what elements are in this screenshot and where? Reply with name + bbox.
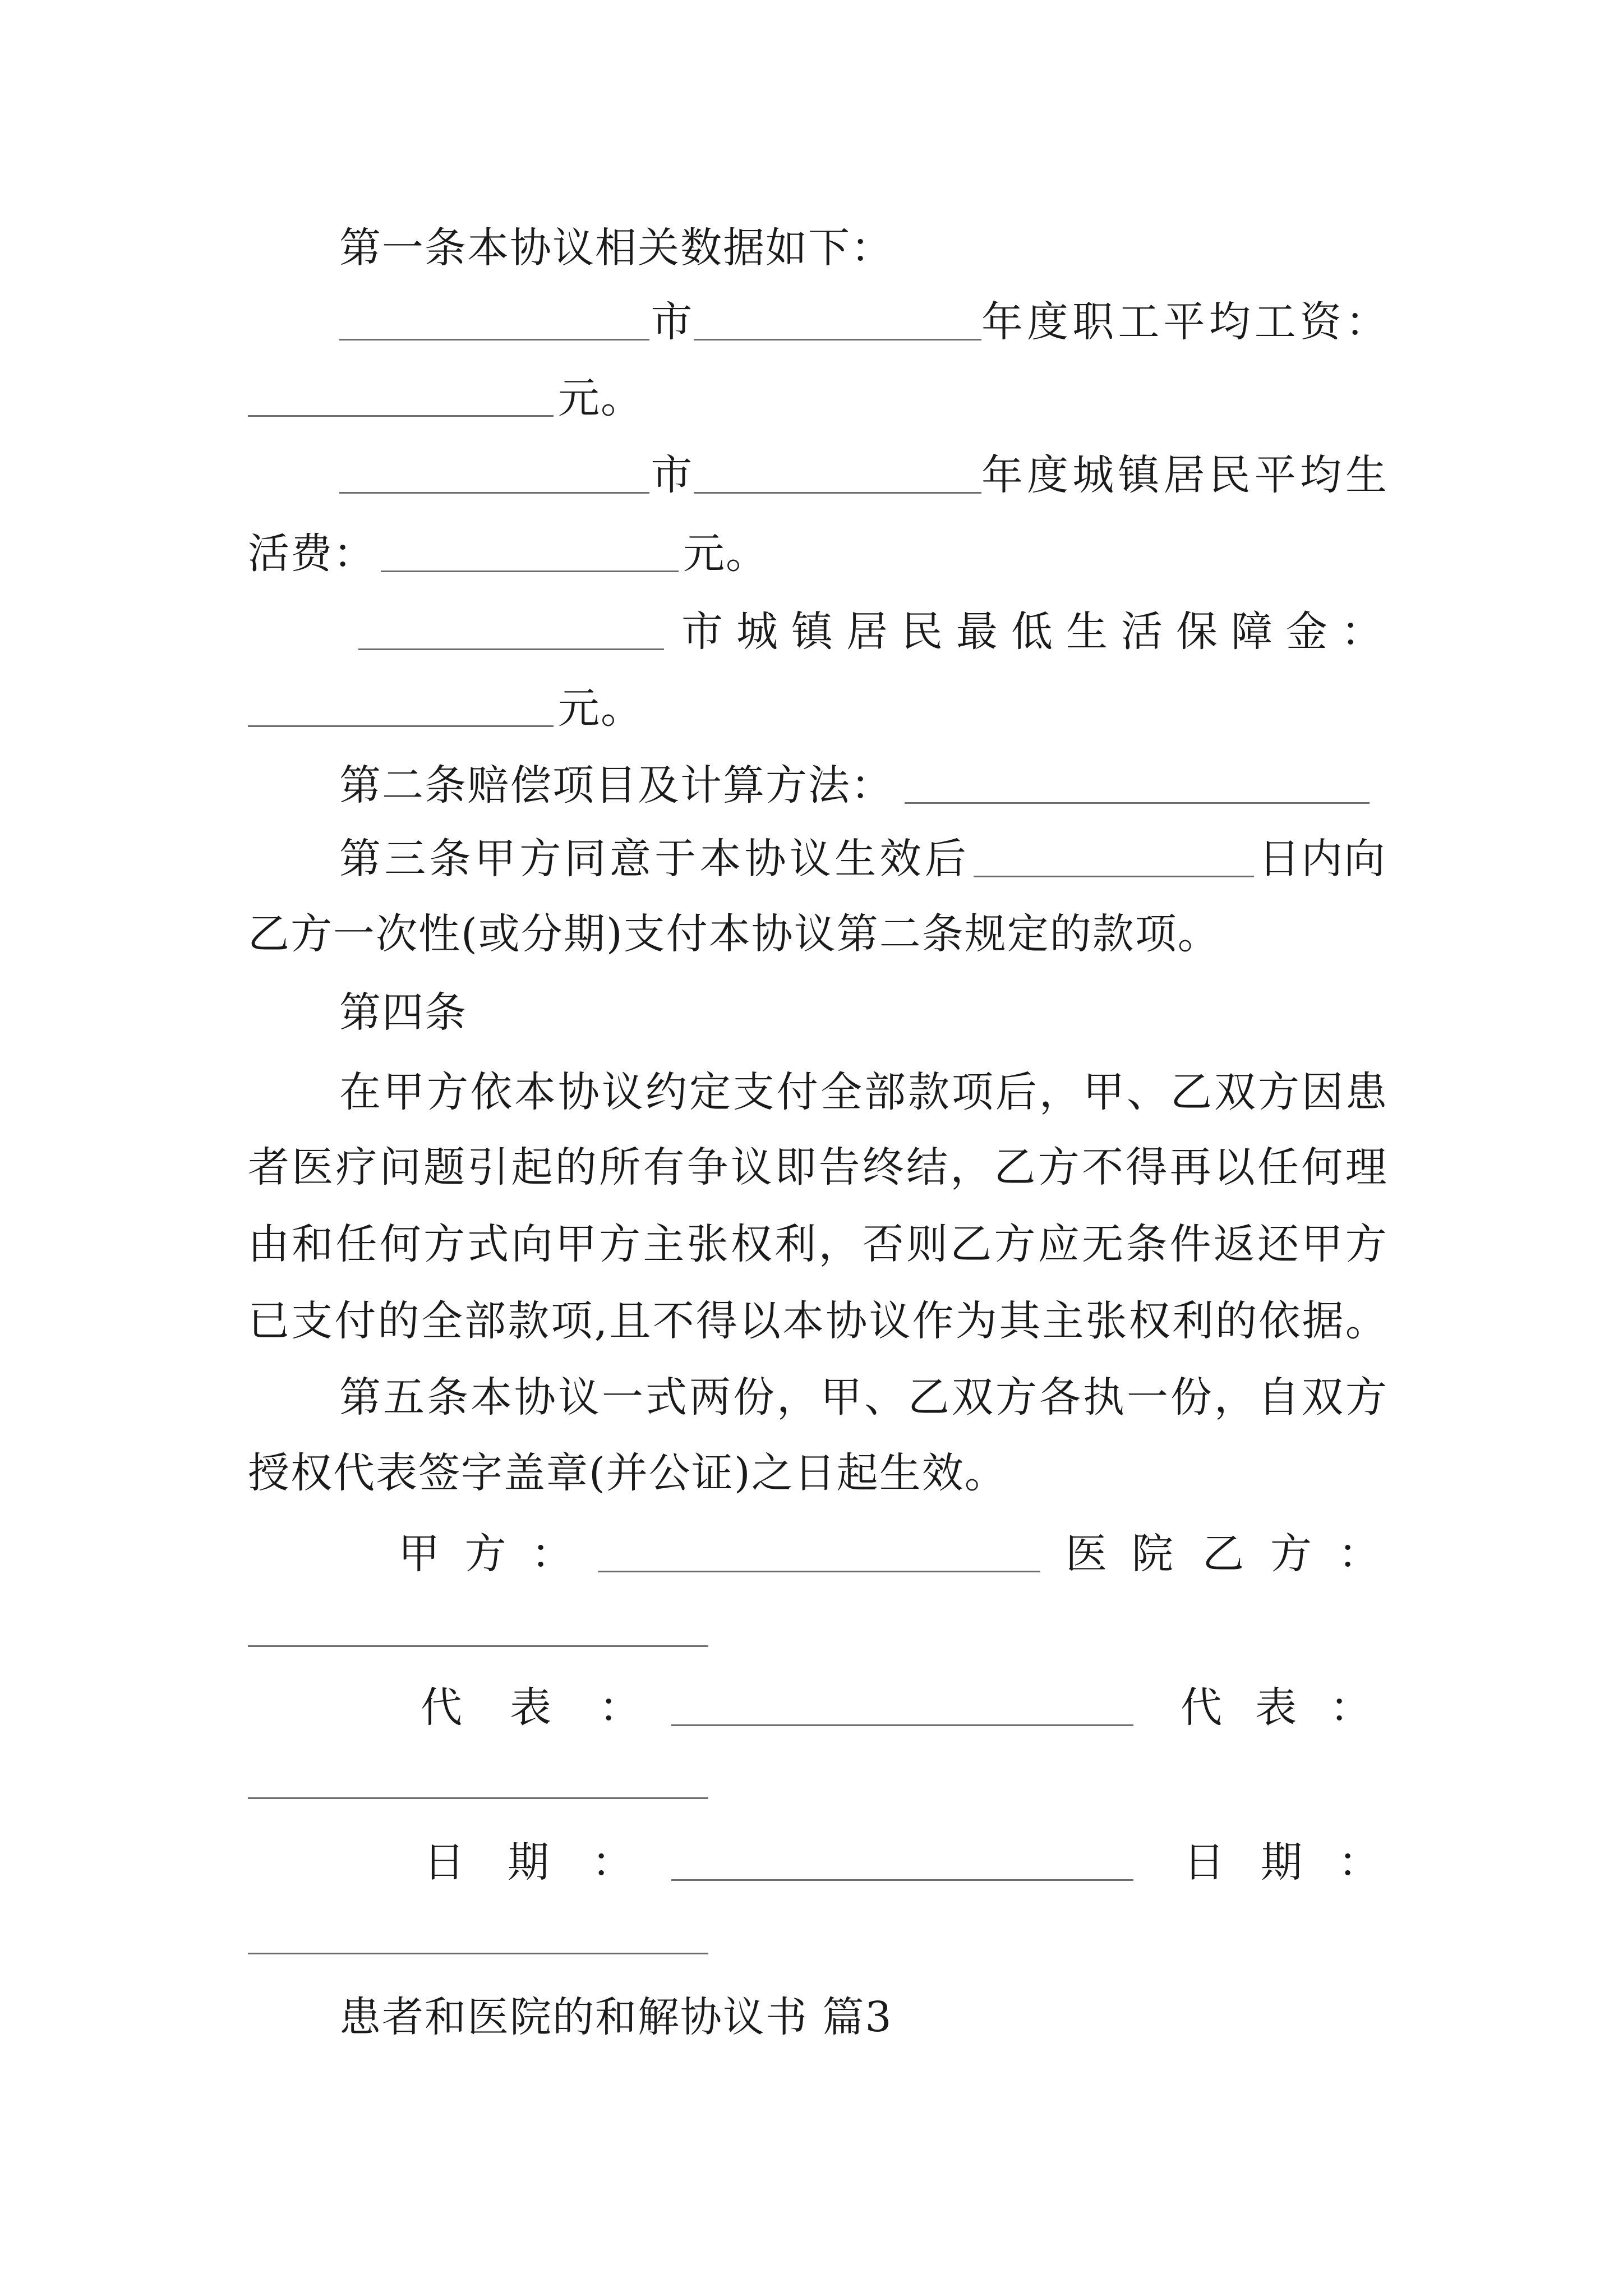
glyph: 代 xyxy=(1181,1683,1222,1732)
glyph: 何 xyxy=(1301,1143,1343,1191)
glyph: 全 xyxy=(820,1068,862,1116)
glyph: 年 xyxy=(981,298,1023,346)
glyph: 城 xyxy=(1072,451,1114,499)
glyph: 低 xyxy=(1011,608,1053,656)
glyph: 式 xyxy=(467,1220,509,1268)
glyph: 日 xyxy=(423,1838,465,1887)
glyph: 于 xyxy=(654,835,697,883)
glyph: 表 xyxy=(1255,1683,1297,1732)
glyph: 甲 xyxy=(383,1068,425,1116)
glyph: 医 xyxy=(292,1143,334,1191)
glyph: 向 xyxy=(511,1220,553,1268)
glyph: 议 xyxy=(558,1373,600,1421)
glyph: 本 xyxy=(514,1068,556,1116)
glyph: 有 xyxy=(643,1143,685,1191)
glyph: 后 xyxy=(924,835,966,883)
glyph: ： xyxy=(1345,298,1387,346)
glyph: 方 xyxy=(599,1220,641,1268)
glyph: 、 xyxy=(1127,1068,1168,1116)
glyph: 依 xyxy=(1258,1297,1301,1345)
glyph: 镇 xyxy=(1118,451,1160,499)
glyph: 份 xyxy=(733,1373,774,1421)
unit-label: 元。 xyxy=(558,374,643,422)
glyph: 支 xyxy=(733,1068,774,1116)
glyph: 年 xyxy=(981,451,1023,499)
glyph: 主 xyxy=(1042,1297,1084,1345)
glyph: 的 xyxy=(1215,1297,1257,1345)
glyph: 即 xyxy=(774,1143,817,1191)
glyph: 方 xyxy=(1258,1068,1299,1116)
glyph: ： xyxy=(599,1683,640,1732)
glyph: 表 xyxy=(510,1683,551,1732)
glyph: 均 xyxy=(1209,298,1251,346)
glyph: 民 xyxy=(1209,451,1251,499)
glyph: 张 xyxy=(1085,1297,1127,1345)
glyph: 张 xyxy=(686,1220,728,1268)
glyph: 本 xyxy=(699,835,741,883)
glyph: 保 xyxy=(1176,608,1218,656)
party-b-date-label xyxy=(1183,1837,1380,1888)
glyph: 议 xyxy=(730,1143,772,1191)
glyph: 生 xyxy=(1345,451,1387,499)
blank-line xyxy=(694,492,981,494)
glyph: 第 xyxy=(339,835,381,883)
glyph: 定 xyxy=(689,1068,731,1116)
blank-line xyxy=(339,339,649,341)
article-5-line xyxy=(339,1372,1387,1423)
blank-line xyxy=(694,339,981,341)
glyph: 镇 xyxy=(791,608,833,656)
blank-line xyxy=(248,725,554,727)
glyph: 支 xyxy=(291,1297,333,1345)
glyph: 的 xyxy=(555,1143,597,1191)
glyph: 甲 xyxy=(1083,1068,1124,1116)
avg-wage-label xyxy=(981,297,1387,347)
glyph: 一 xyxy=(602,1373,643,1421)
glyph: 效 xyxy=(879,835,921,883)
glyph: 度 xyxy=(1027,298,1069,346)
glyph: 三 xyxy=(384,835,426,883)
glyph: 款 xyxy=(908,1068,949,1116)
glyph: 甲 xyxy=(820,1373,862,1421)
glyph: 意 xyxy=(609,835,651,883)
glyph: 还 xyxy=(1257,1220,1299,1268)
glyph: 方 xyxy=(994,1220,1036,1268)
glyph: ： xyxy=(1338,1838,1380,1887)
article-3-text-line2: 乙方一次性(或分期)支付本协议第二条规定的款项。 xyxy=(248,910,1220,958)
city-label: 市 xyxy=(651,298,693,346)
glyph: 乙 xyxy=(1202,1530,1244,1578)
blank-line xyxy=(248,1797,708,1799)
glyph: 式 xyxy=(645,1373,687,1421)
glyph: 作 xyxy=(912,1297,954,1345)
article-3-text xyxy=(339,834,966,884)
city-label: 市 xyxy=(651,451,693,499)
glyph: 医 xyxy=(1066,1530,1107,1578)
glyph: 权 xyxy=(730,1220,772,1268)
glyph: 不 xyxy=(652,1297,694,1345)
glyph: 条 xyxy=(429,835,471,883)
glyph: 项 xyxy=(551,1297,593,1345)
glyph: 患 xyxy=(1345,1068,1387,1116)
glyph: 因 xyxy=(1302,1068,1343,1116)
glyph: 均 xyxy=(1299,451,1341,499)
glyph: 平 xyxy=(1163,298,1205,346)
glyph: 依 xyxy=(471,1068,512,1116)
glyph: 条 xyxy=(1126,1220,1168,1268)
glyph: 甲 xyxy=(555,1220,597,1268)
glyph: 期 xyxy=(1261,1838,1302,1887)
glyph: 返 xyxy=(1213,1220,1255,1268)
glyph: 职 xyxy=(1072,298,1114,346)
glyph: 方 xyxy=(423,1220,465,1268)
glyph: 应 xyxy=(1038,1220,1080,1268)
glyph: 协 xyxy=(514,1373,556,1421)
blank-line xyxy=(339,492,649,494)
blank-line xyxy=(248,1953,708,1954)
glyph: 、 xyxy=(864,1373,906,1421)
glyph: 者 xyxy=(248,1143,289,1191)
glyph: 甲 xyxy=(1301,1220,1343,1268)
blank-line xyxy=(905,802,1370,804)
glyph: 双 xyxy=(1302,1373,1343,1421)
article-4-line xyxy=(248,1219,1387,1269)
avg-living-cost-label xyxy=(981,450,1387,500)
glyph: 第 xyxy=(339,1373,381,1421)
glyph: 代 xyxy=(421,1683,462,1732)
glyph: ， xyxy=(950,1143,992,1191)
party-a-rep-label xyxy=(421,1682,640,1733)
glyph: ， xyxy=(777,1373,818,1421)
glyph: 否 xyxy=(862,1220,904,1268)
glyph: 权 xyxy=(1128,1297,1170,1345)
glyph: 题 xyxy=(423,1143,465,1191)
glyph: 方 xyxy=(1345,1220,1387,1268)
blank-line xyxy=(381,570,679,572)
glyph: 度 xyxy=(1027,451,1069,499)
glyph: 款 xyxy=(508,1297,550,1345)
glyph: 议 xyxy=(602,1068,643,1116)
glyph: 主 xyxy=(643,1220,685,1268)
party-a-label xyxy=(398,1529,573,1579)
glyph: 任 xyxy=(335,1220,377,1268)
glyph: 资 xyxy=(1299,298,1341,346)
hospital-suffix xyxy=(1066,1529,1173,1579)
glyph: 同 xyxy=(564,835,606,883)
glyph: 市 xyxy=(681,608,723,656)
glyph: 生 xyxy=(1066,608,1108,656)
glyph: 一 xyxy=(1127,1373,1168,1421)
glyph: ， xyxy=(1214,1373,1256,1421)
glyph: 的 xyxy=(377,1297,419,1345)
glyph: 任 xyxy=(1257,1143,1299,1191)
glyph: 。 xyxy=(1345,1297,1387,1345)
glyph: 条 xyxy=(427,1373,468,1421)
glyph: ， xyxy=(1039,1068,1081,1116)
glyph: 以 xyxy=(1213,1143,1255,1191)
glyph: 双 xyxy=(1214,1068,1256,1116)
glyph: ： xyxy=(1330,1683,1371,1732)
glyph: 五 xyxy=(383,1373,425,1421)
glyph: ： xyxy=(531,1530,573,1578)
glyph: 利 xyxy=(1172,1297,1214,1345)
glyph: 和 xyxy=(292,1220,334,1268)
glyph: 金 xyxy=(1286,608,1327,656)
glyph: 生 xyxy=(834,835,877,883)
article-4-line xyxy=(248,1142,1387,1193)
glyph: 付 xyxy=(334,1297,376,1345)
glyph: 问 xyxy=(379,1143,421,1191)
glyph: 何 xyxy=(379,1220,421,1268)
glyph: 件 xyxy=(1169,1220,1211,1268)
blank-line xyxy=(671,1879,1133,1881)
glyph: 自 xyxy=(1258,1373,1299,1421)
glyph: 起 xyxy=(511,1143,553,1191)
glyph: 居 xyxy=(846,608,888,656)
glyph: 且 xyxy=(609,1297,651,1345)
glyph: 方 xyxy=(519,835,561,883)
glyph: 工 xyxy=(1254,298,1296,346)
glyph: 得 xyxy=(1126,1143,1168,1191)
article-4-line xyxy=(339,1067,1387,1117)
glyph: 部 xyxy=(464,1297,506,1345)
unit-label: 元。 xyxy=(558,684,643,733)
glyph: 院 xyxy=(1132,1530,1173,1578)
glyph: 付 xyxy=(777,1068,818,1116)
glyph: 各 xyxy=(1039,1373,1081,1421)
glyph: 本 xyxy=(471,1373,512,1421)
glyph: 议 xyxy=(869,1297,911,1345)
min-living-guarantee-label xyxy=(681,606,1382,657)
glyph: 乙 xyxy=(950,1220,992,1268)
article-4-line xyxy=(248,1296,1387,1346)
glyph: 所 xyxy=(599,1143,641,1191)
glyph: 利 xyxy=(774,1220,817,1268)
glyph: 项 xyxy=(952,1068,993,1116)
article-1-heading: 第一条本协议相关数据如下： xyxy=(339,224,893,272)
glyph: 乙 xyxy=(908,1373,949,1421)
article-5-line: 授权代表签字盖章(并公证)之日起生效。 xyxy=(248,1449,1007,1497)
glyph: 以 xyxy=(739,1297,781,1345)
glyph: 份 xyxy=(1170,1373,1212,1421)
glyph: 方 xyxy=(1038,1143,1080,1191)
glyph: 则 xyxy=(906,1220,948,1268)
section-title: 患者和医院的和解协议书 篇3 xyxy=(339,1993,893,2041)
glyph: 约 xyxy=(645,1068,687,1116)
glyph: ： xyxy=(592,1838,633,1887)
glyph: 无 xyxy=(1082,1220,1124,1268)
glyph: ： xyxy=(1338,1530,1380,1578)
glyph: 后 xyxy=(995,1068,1037,1116)
glyph: 期 xyxy=(508,1838,549,1887)
glyph: 理 xyxy=(1345,1143,1387,1191)
unit-label: 元。 xyxy=(683,530,768,578)
glyph: 不 xyxy=(1082,1143,1124,1191)
glyph: 方 xyxy=(1345,1373,1387,1421)
glyph: 最 xyxy=(956,608,998,656)
glyph: 协 xyxy=(558,1068,600,1116)
avg-living-cost-label-cont: 活费： xyxy=(248,530,376,578)
glyph: 疗 xyxy=(335,1143,377,1191)
glyph: 甲 xyxy=(398,1530,440,1578)
blank-line xyxy=(974,876,1254,877)
blank-line xyxy=(248,415,554,417)
glyph: 再 xyxy=(1169,1143,1211,1191)
glyph: 方 xyxy=(427,1068,468,1116)
blank-line xyxy=(671,1724,1133,1726)
glyph: 本 xyxy=(782,1297,824,1345)
party-b-label xyxy=(1202,1529,1380,1579)
glyph: 据 xyxy=(1302,1297,1344,1345)
glyph: 平 xyxy=(1254,451,1296,499)
glyph: 在 xyxy=(339,1068,381,1116)
glyph: 双 xyxy=(952,1373,993,1421)
glyph: 民 xyxy=(901,608,943,656)
glyph: 工 xyxy=(1118,298,1160,346)
glyph: 终 xyxy=(862,1143,904,1191)
blank-line xyxy=(358,648,664,650)
glyph: 结 xyxy=(906,1143,948,1191)
article-3-text-cont: 日内向 xyxy=(1258,835,1386,883)
glyph: ： xyxy=(1341,608,1382,656)
glyph: 争 xyxy=(686,1143,728,1191)
party-b-rep-label xyxy=(1181,1682,1371,1733)
glyph: 活 xyxy=(1121,608,1163,656)
glyph: 方 xyxy=(995,1373,1037,1421)
glyph: 协 xyxy=(826,1297,868,1345)
glyph: 乙 xyxy=(1170,1068,1212,1116)
glyph: 告 xyxy=(818,1143,860,1191)
blank-line xyxy=(598,1571,1040,1572)
glyph: 引 xyxy=(467,1143,509,1191)
glyph: 甲 xyxy=(474,835,516,883)
glyph: 障 xyxy=(1231,608,1272,656)
glyph: 方 xyxy=(1270,1530,1312,1578)
glyph: 全 xyxy=(421,1297,463,1345)
glyph: 城 xyxy=(736,608,778,656)
glyph: , xyxy=(594,1297,608,1345)
glyph: 为 xyxy=(955,1297,997,1345)
glyph: 由 xyxy=(248,1220,289,1268)
glyph: 部 xyxy=(864,1068,906,1116)
blank-line xyxy=(248,1645,708,1647)
glyph: 协 xyxy=(744,835,786,883)
party-a-date-label xyxy=(423,1837,633,1888)
glyph: 得 xyxy=(695,1297,737,1345)
glyph: 乙 xyxy=(994,1143,1036,1191)
glyph: 方 xyxy=(464,1530,506,1578)
glyph: ， xyxy=(818,1220,860,1268)
glyph: 已 xyxy=(248,1297,289,1345)
article-2-text: 第二条赔偿项目及计算方法： xyxy=(339,761,893,809)
glyph: 执 xyxy=(1083,1373,1124,1421)
glyph: 日 xyxy=(1183,1838,1225,1887)
article-4-heading: 第四条 xyxy=(339,988,467,1037)
glyph: 其 xyxy=(999,1297,1041,1345)
glyph: 居 xyxy=(1163,451,1205,499)
glyph: 两 xyxy=(689,1373,731,1421)
glyph: 议 xyxy=(789,835,831,883)
